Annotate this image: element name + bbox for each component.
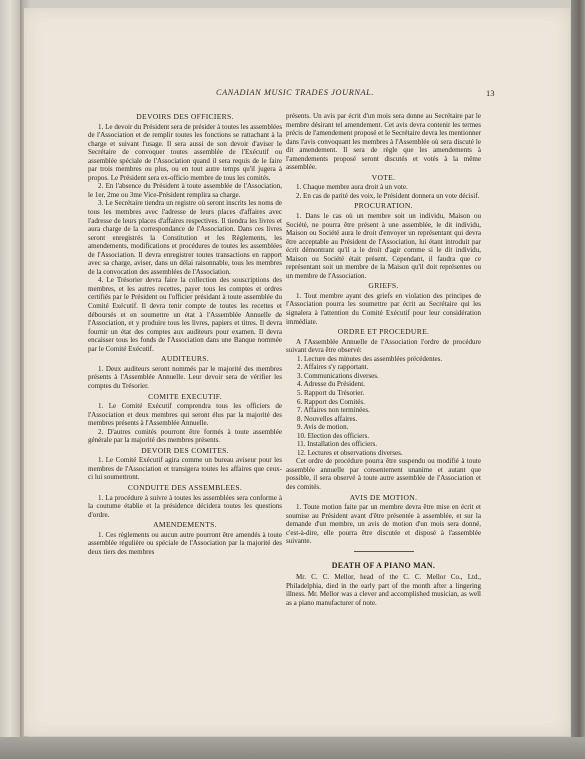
paragraph: Cet ordre de procédure pourra être suspendu ou modifié à toute assemblée annuelle par consentement unanime et autant que possible, il sera observé à toute autre assemblée de l'Association et des comités. bbox=[286, 457, 481, 491]
book-cover-bottom bbox=[0, 737, 585, 759]
paragraph: 3. Le Secrétaire tiendra un registre où seront inscrits les noms de tous les membres avec l'adresse de leurs places d'affaires avec l'adresse de leurs places d'affaires respectives. Il tiendra les livres et aura charge de la correspondance de l'Association. Dans ces livres seront enregistrés la Constitution et les Règlements, les amendements, modifications et procédures de toutes les assemblées de l'Association. Il devra enregistrer toutes transactions en rapport avec sa charge, aviser, dans un délai raisonnable, tous les membres de la convocation des assemblées de l'Association. bbox=[88, 199, 282, 276]
paragraph: 1. La procédure à suivre à toutes les assemblées sera conforme à la coutume établie et la présidence décidera toutes les questions d'ordre. bbox=[88, 493, 282, 519]
paragraph: 2. En cas de parité des voix, le Président donnera un vote décisif. bbox=[296, 191, 480, 200]
paragraph: 1. Dans le cas où un membre soit un individu, Maison ou Société, ne pourra être présent à une assemblée, le dit individu, Maison ou Société aura le droit d'envoyer un représentant qui devra être acceptable au Président de l'Association, lui étant introduit par écrit démontrant qu'il a le droit d'agir comme si le dit individu, Maison ou Société était présent. Cependant, il faudra que ce représentant soit un membre de la Maison qu'il doit représentes ou un membre de l'Association. bbox=[286, 212, 481, 280]
running-title: CANADIAN MUSIC TRADES JOURNAL. bbox=[215, 88, 375, 97]
article-title: DEATH OF A PIANO MAN. bbox=[331, 560, 436, 570]
list-item: 7. Affaires non terminées. bbox=[297, 406, 370, 415]
page-stack-edge bbox=[0, 0, 22, 759]
paragraph: 2. En l'absence du Président à toute assemblée de l'Association, le 1er, 2me ou 3me Vice-Président remplira sa charge. bbox=[88, 182, 282, 199]
right-column bbox=[286, 112, 481, 608]
section-heading: ORDRE ET PROCEDURE. bbox=[337, 327, 430, 337]
paragraph: 1. Tout membre ayant des griefs en violation des principes de l'Association pourra les soumettre par écrit au Secrétaire qui les signalera à l'attention du Comité Exécutif pour leur considération immédiate. bbox=[286, 291, 481, 326]
list-item: 8. Nouvelles affaires. bbox=[297, 414, 358, 423]
paragraph: 1. Le devoir du Président sera de présider à toutes les assemblées de l'Association et de remplir toutes les fonctions se rattachant à la charge et suivant l'usage. Il sera aussi de son devoir d'aviser le Secrétaire de convoquer toutes assemblée de l'Exécutif ou assemblée spéciale de l'Association quand il sera requis de le faire par trois membres ou plus, ou en tout autre temps qu'il jugera à propos. Le Président sera ex-officio membre de tous les comités. bbox=[88, 122, 282, 182]
section-heading: AUDITEURS. bbox=[161, 354, 209, 364]
list-item: 6. Rapport des Comités. bbox=[297, 397, 365, 406]
page-number: 13 bbox=[486, 88, 495, 98]
list-item: 10. Election des officiers. bbox=[297, 431, 370, 440]
section-heading: PROCURATION. bbox=[354, 201, 413, 211]
list-item: 5. Rapport du Trésorier. bbox=[297, 388, 365, 397]
book-cover-edge bbox=[571, 0, 585, 759]
section-heading: AVIS DE MOTION. bbox=[349, 492, 418, 502]
paragraph: 1. Chaque membre aura droit à un vote. bbox=[296, 183, 408, 192]
section-heading: AMENDEMENTS. bbox=[153, 520, 217, 530]
paragraph: Mr. C. C. Mellor, head of the C. C. Mellor Co., Ltd., Philadelphia, died in the early part of the month after a lingering illness. Mr. Mellor was a clever and accomplished musician, as well as a piano manufacturer of note. bbox=[286, 573, 481, 607]
paragraph: 2. D'autres comités pourront être formés à toute assemblée générale par la majorité des membres présents. bbox=[88, 427, 282, 445]
paragraph: 1. Toute motion faite par un membre devra être mise en écrit et soumise au Président avant d'être présentée à assemblée, et sur la demande d'un membre, un avis de motion d'un mois sera donné, c'est-à-dire, elle pourra être discutée et disposé à l'assemblée suivante. bbox=[286, 503, 481, 546]
paragraph: 1. Deux auditeurs seront nommés par le majorité des membres présents à l'Assemblée Annuelle. Leur devoir sera de vérifier les comptes du Trésorier. bbox=[88, 364, 282, 390]
section-heading: GRIEFS. bbox=[368, 281, 399, 291]
list-item: 1. Lecture des minutes des assemblées précédentes. bbox=[297, 354, 443, 363]
list-item: 3. Communications diverses. bbox=[297, 371, 379, 380]
section-heading: CONDUITE DES ASSEMBLEES. bbox=[127, 482, 243, 492]
paragraph: présents. Un avis par écrit d'un mois sera donne au Secrétaire par le membre désirant tel amendement. Cet avis devra contenir les termes précis de l'amendement proposé et le Secrétaire devra les mentionner dans l'avis convoquant les membres à l'Assemblée où sera discuté le dit amendement. Il sera de règle que les amendements à l'amendements proposé seront discutés et votés à la même assemblée. bbox=[286, 112, 481, 172]
list-item: 2. Affaires s'y rapportant. bbox=[297, 363, 369, 372]
left-column bbox=[88, 111, 282, 556]
list-item: 9. Avis de motion. bbox=[297, 423, 349, 432]
list-item: 4. Adresse du Président. bbox=[297, 380, 365, 389]
paragraph: 4. Le Trésorier devra faire la collection des souscriptions des membres, et les autres recettes, payer tous les comptes et ordres certifiés par le Président ou l'officier présidant à toute assemblée du Comité Exécutif. Il devra tenir compte de toutes les recettes et déboursés et en soumettre un état à l'Assemblée Annuelle de l'Association, et y produire tous les livres, papiers et titres. Il devra fournir un état des comptes aux auditeurs pour examen. Il devra encaisser tous les fonds de l'Association dans une Banque nommée par le Comité Exécutif. bbox=[88, 276, 282, 353]
section-heading: VOTE. bbox=[371, 172, 396, 182]
procedure-list bbox=[286, 355, 481, 458]
paragraph: A l'Assemblée Annuelle de l'Association l'ordre de procédure suivant devra être observé: bbox=[286, 337, 481, 355]
paragraph: 1. Le Comité Exécutif comprendra tous les officiers de l'Association et deux membres qui seront élus par la majorité des membres présents à l'Assemblée Annuelle. bbox=[88, 402, 282, 428]
section-heading: DEVOIRS DES OFFICIERS. bbox=[136, 112, 234, 121]
section-heading: DEVOIR DES COMITES. bbox=[141, 445, 229, 455]
list-item: 12. Lectures et observations diverses. bbox=[297, 448, 403, 457]
divider bbox=[354, 551, 414, 552]
paragraph: 1. Ces règlements ou aucun autre pourront être amendés à toute assemblée régulière ou spéciale de l'Association par la majorité des deux tiers des membres bbox=[88, 530, 282, 556]
section-heading: COMITE EXECUTIF. bbox=[148, 391, 222, 401]
paragraph: 1. Le Comité Exécutif agira comme un bureau aviseur pour les membres de l'Association et transigera toutes les affaires que ceux-ci lui soumettront. bbox=[88, 456, 282, 482]
list-item: 11. Installation des officiers. bbox=[297, 440, 378, 449]
